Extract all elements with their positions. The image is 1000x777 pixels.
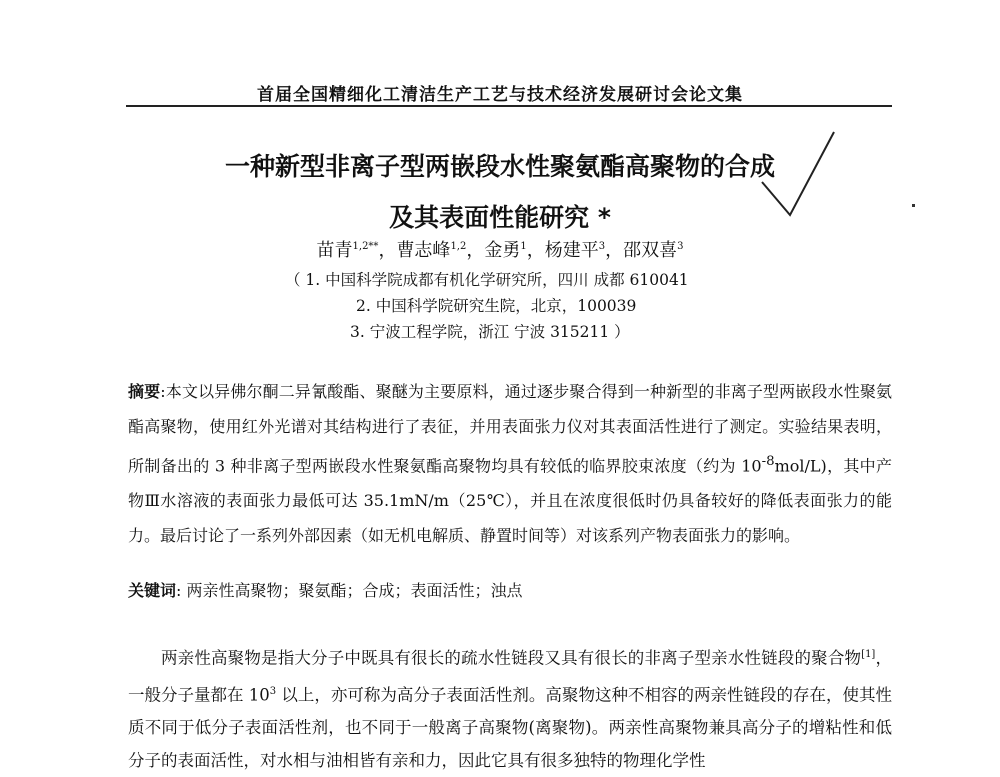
author-affiliation-mark: 1,2**: [352, 241, 379, 252]
author-name: 金勇: [484, 240, 521, 261]
abstract-text-2: mol/L)，其中产物Ⅲ水溶液的表面张力最低可达 35.1mN/m（25℃），并且在浓度很低时仍具备较好的降低表面张力的能力。最后讨论了一系列外部因素（如无机电解质、静置时间等）对该系列产物表面张力的影响。: [128, 456, 892, 546]
abstract-exponent: -8: [761, 454, 775, 469]
paper-title-line-2: 及其表面性能研究 *: [389, 203, 611, 232]
keywords-label: 关键词: [128, 581, 177, 600]
paper-title-line-1: 一种新型非离子型两嵌段水性聚氨酯高聚物的合成: [224, 152, 775, 181]
author-list: [0, 236, 1000, 262]
author-affiliation-mark: 1: [520, 241, 527, 252]
citation: [1]: [861, 649, 876, 660]
author-separator: ，: [526, 240, 545, 261]
body-paragraph: [128, 638, 892, 777]
keywords-text: : 两亲性高聚物；聚氨酯；合成；表面活性；浊点: [176, 581, 523, 600]
stray-dot-mark: [912, 204, 915, 207]
body-text-3: 以上，亦可称为高分子表面活性剂。高聚物这种不相容的两亲性链段的存在，使其性质不同于低分子表面活性剂，也不同于一般离子高聚物(离聚物)。两亲性高聚物兼具高分子的增粘性和低分子的表面活性，对水相与油相皆有亲和力，因此它具有很多独特的物理化学性: [128, 685, 892, 770]
body-text-1: 两亲性高聚物是指大分子中既具有很长的疏水性链段又具有很长的非离子型亲水性链段的聚合物: [161, 648, 862, 668]
author-name: 邵双喜: [623, 240, 678, 261]
author-name: 曹志峰: [396, 240, 451, 261]
author-name: 苗青: [316, 240, 353, 261]
author-affiliation-mark: 1,2: [450, 241, 467, 252]
affiliation-1: （ 1. 中国科学院成都有机化学研究所，四川 成都 610041: [285, 271, 689, 289]
body-exponent: 3: [269, 685, 277, 697]
author-separator: ，: [466, 240, 485, 261]
affiliation-2: 2. 中国科学院研究生院，北京，100039: [356, 297, 637, 315]
author-name: 杨建平: [544, 240, 599, 261]
author-affiliation-mark: 3: [677, 241, 684, 252]
abstract-label: 摘要: [128, 382, 161, 401]
abstract-text-1: :本文以异佛尔酮二异氰酸酯、聚醚为主要原料，通过逐步聚合得到一种新型的非离子型两嵌段水性聚氨酯高聚物，使用红外光谱对其结构进行了表征，并用表面张力仪对其表面活性进行了测定。实验结果表明，所制备出的 3 种非离子型两嵌段水性聚氨酯高聚物均具有较低的临界胶束浓度（约为 10: [128, 382, 892, 476]
keywords: [128, 578, 892, 601]
author-separator: ，: [378, 240, 397, 261]
handwritten-check-mark: [760, 130, 840, 220]
running-header: 首届全国精细化工清洁生产工艺与技术经济发展研讨会论文集: [257, 85, 743, 105]
header-rule: [126, 105, 892, 107]
affiliation-3: 3. 宁波工程学院，浙江 宁波 315211 ）: [350, 323, 630, 341]
body-text-2: ，一般分子量都在 10: [128, 648, 893, 704]
abstract: [128, 374, 892, 553]
author-affiliation-mark: 3: [598, 241, 606, 252]
author-separator: ，: [605, 240, 624, 261]
